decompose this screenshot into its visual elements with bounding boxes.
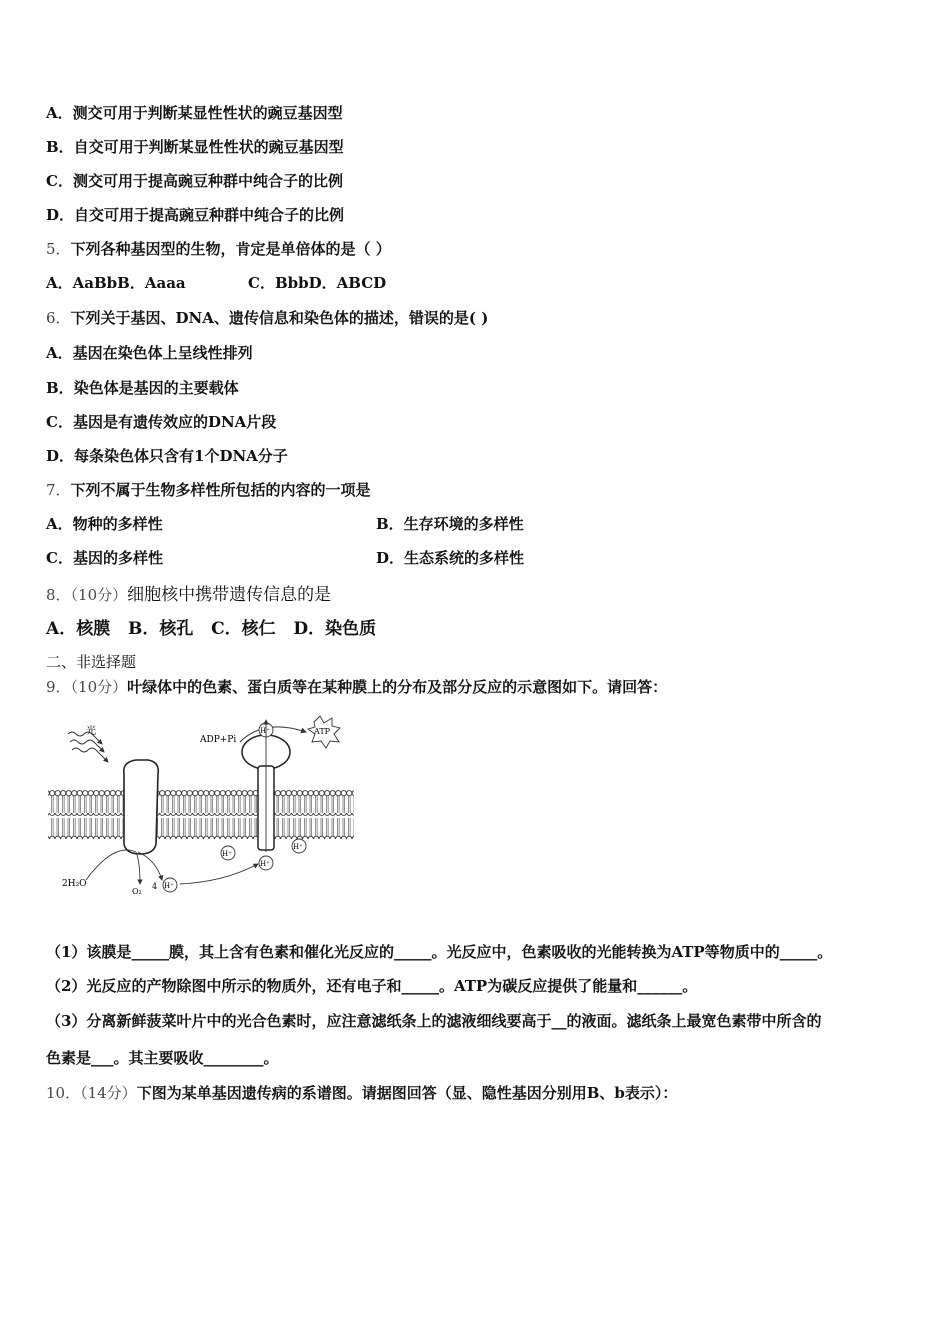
h-ion-lumen-1 bbox=[221, 846, 235, 860]
q5-stem bbox=[46, 238, 391, 259]
q6-option-b: B．染色体是基因的主要载体 bbox=[46, 379, 239, 397]
q7-option-c: C．基因的多样性 bbox=[46, 549, 163, 567]
svg-text:H⁺: H⁺ bbox=[293, 843, 303, 851]
q9-number: 9． bbox=[46, 678, 71, 696]
q7-stem-text: 下列不属于生物多样性所包括的内容的一项是 bbox=[70, 481, 371, 499]
h-ion-lumen-3 bbox=[292, 839, 306, 853]
svg-text:H⁺: H⁺ bbox=[260, 860, 270, 868]
h-ion-product bbox=[163, 878, 177, 892]
q5-number: 5． bbox=[46, 240, 71, 258]
label-adp: ADP+Pi bbox=[200, 735, 237, 745]
q9-stem bbox=[46, 676, 667, 697]
q7-option-a: A．物种的多样性 bbox=[46, 515, 163, 533]
q6-stem-text: 下列关于基因、DNA、遗传信息和染色体的描述，错误的是( ) bbox=[70, 309, 489, 327]
q8-options: A．核膜 B．核孔 C．核仁 D．染色质 bbox=[46, 619, 377, 639]
svg-text:H⁺: H⁺ bbox=[222, 850, 232, 858]
q8-stem-text: 细胞核中携带遗传信息的是 bbox=[127, 585, 332, 605]
q6-option-c: C．基因是有遗传效应的DNA片段 bbox=[46, 413, 277, 431]
label-oxygen: O₂ bbox=[132, 887, 142, 896]
svg-text:H⁺: H⁺ bbox=[164, 882, 174, 890]
q4-option-a: A．测交可用于判断某显性性状的豌豆基因型 bbox=[46, 104, 343, 122]
q7-number: 7． bbox=[46, 481, 71, 499]
q10-stem-text: 下图为某单基因遗传病的系谱图。请据图回答（显、隐性基因分别用B、b表示）： bbox=[136, 1084, 678, 1102]
q10-number: 10． bbox=[46, 1084, 81, 1102]
q5-options-ab: A．AaBbB．Aaaa bbox=[46, 274, 186, 292]
q5-options-cd: C．BbbD．ABCD bbox=[248, 274, 387, 292]
q6-stem bbox=[46, 307, 488, 328]
q9-sub3-line2: 色素是___。其主要吸收________。 bbox=[46, 1049, 279, 1067]
svg-text:H⁺: H⁺ bbox=[260, 727, 270, 735]
h-ion-lumen-2 bbox=[259, 856, 273, 870]
q4-option-d: D．自交可用于提高豌豆种群中纯合子的比例 bbox=[46, 206, 345, 224]
label-four: 4 bbox=[152, 882, 158, 891]
q9-sub3-line1: （3）分离新鲜菠菜叶片中的光合色素时，应注意滤纸条上的滤液细线要高于__的液面。滤纸条上最宽色素带中所含的 bbox=[46, 1012, 822, 1030]
q9-sub1: （1）该膜是_____膜，其上含有色素和催化光反应的_____。光反应中，色素吸收的光能转换为ATP等物质中的_____。 bbox=[46, 943, 833, 961]
q7-option-b: B．生存环境的多样性 bbox=[376, 515, 524, 533]
q4-option-c: C．测交可用于提高豌豆种群中纯合子的比例 bbox=[46, 172, 343, 190]
membrane-diagram bbox=[44, 712, 364, 902]
q9-stem-text: 叶绿体中的色素、蛋白质等在某种膜上的分布及部分反应的示意图如下。请回答： bbox=[127, 678, 668, 696]
q9-sub2: （2）光反应的产物除图中所示的物质外，还有电子和_____。ATP为碳反应提供了能量和______。 bbox=[46, 977, 698, 995]
q8-score: （10分） bbox=[70, 586, 128, 604]
section-heading: 二、非选择题 bbox=[46, 653, 137, 671]
q8-number: 8． bbox=[46, 586, 71, 604]
q8-stem bbox=[46, 580, 331, 605]
photosystem-protein bbox=[124, 760, 159, 854]
q6-option-a: A．基因在染色体上呈线性排列 bbox=[46, 344, 253, 362]
q7-option-d: D．生态系统的多样性 bbox=[376, 549, 525, 567]
label-light: 光 bbox=[86, 726, 96, 737]
q10-score: （14分） bbox=[80, 1084, 137, 1102]
q4-option-b: B．自交可用于判断某显性性状的豌豆基因型 bbox=[46, 138, 344, 156]
label-water: 2H₂O bbox=[62, 879, 87, 889]
q6-number: 6． bbox=[46, 309, 71, 327]
q6-option-d: D．每条染色体只含有1个DNA分子 bbox=[46, 447, 288, 465]
q10-stem bbox=[46, 1082, 677, 1103]
lipid-bilayer bbox=[48, 790, 354, 839]
q7-stem bbox=[46, 479, 371, 500]
label-atp: ATP bbox=[314, 727, 331, 736]
q9-score: （10分） bbox=[70, 678, 128, 696]
q5-stem-text: 下列各种基因型的生物，肯定是单倍体的是（ ） bbox=[70, 240, 391, 258]
